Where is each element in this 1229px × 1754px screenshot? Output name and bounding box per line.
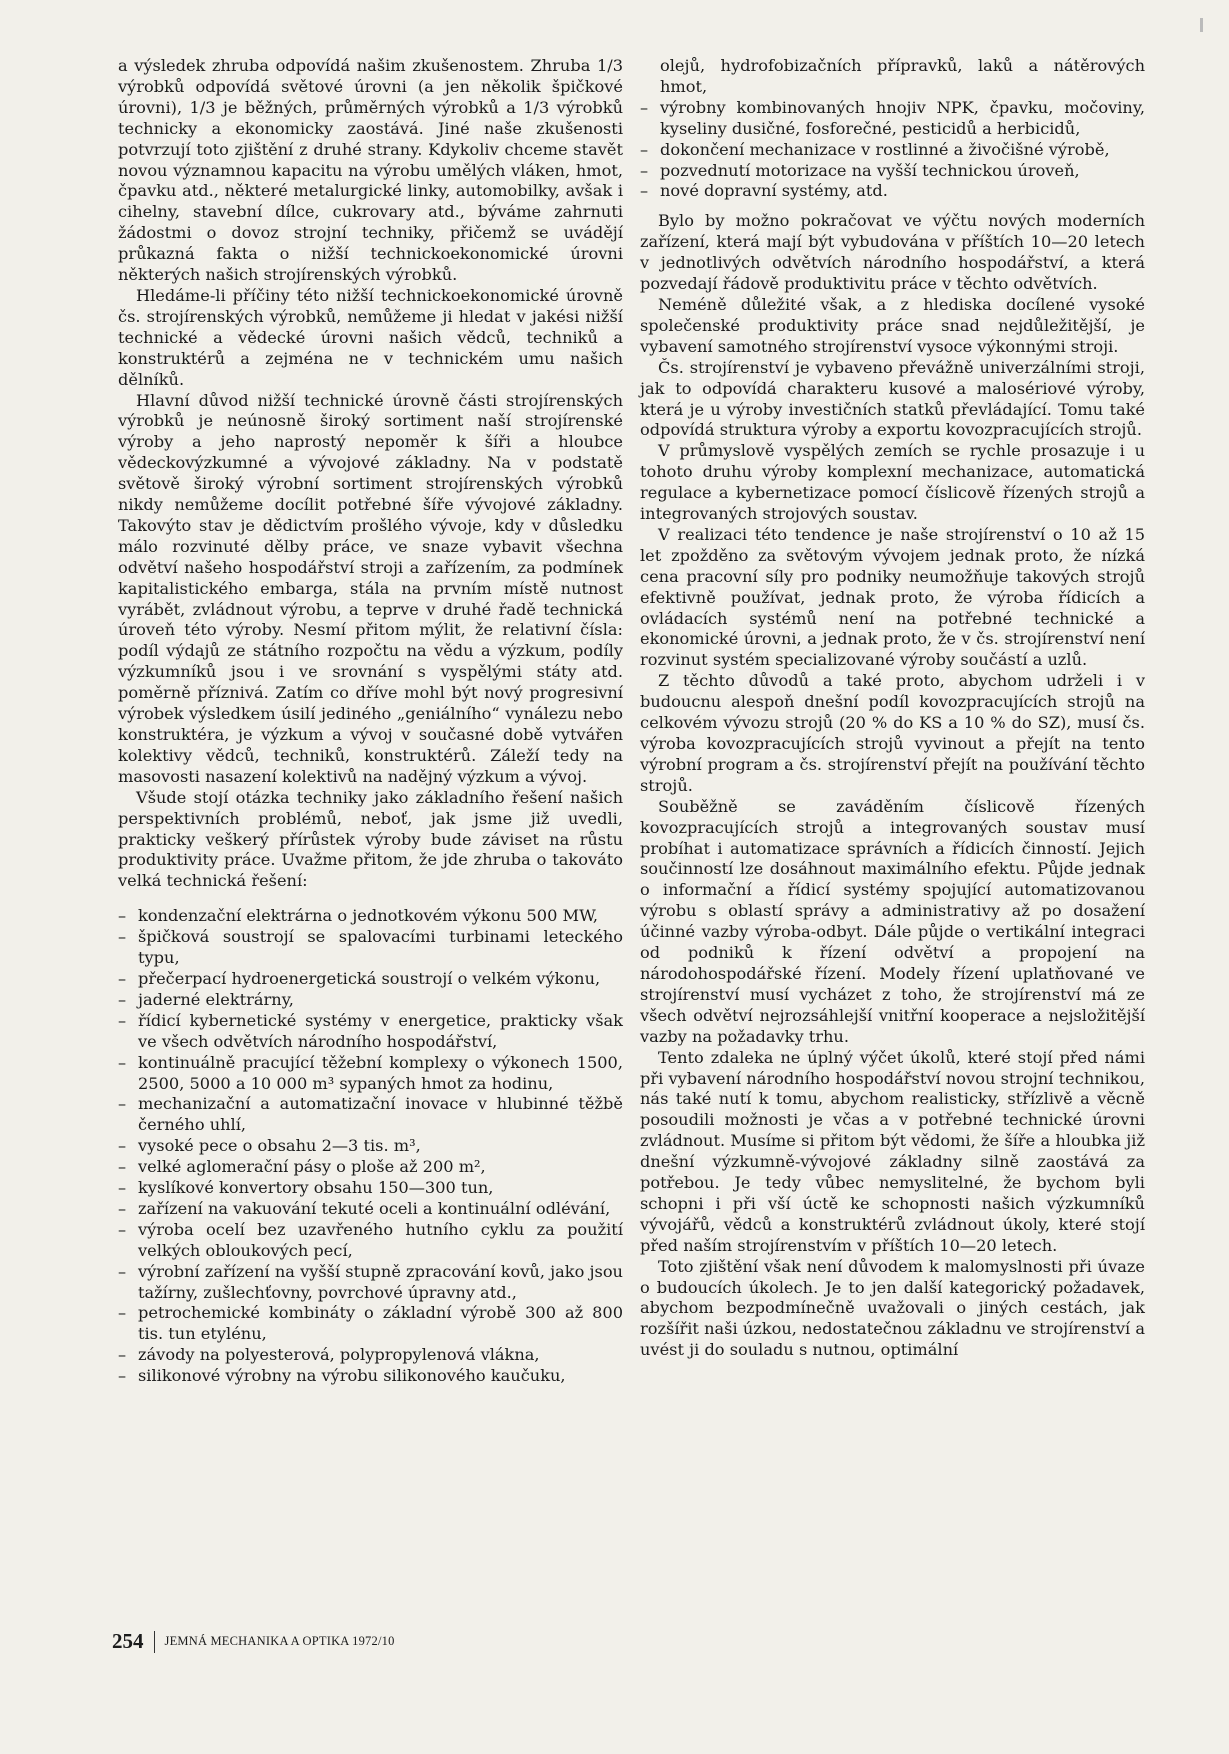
technical-solutions-list-continued (640, 98, 1145, 203)
list-item: – petrochemické kombináty o základní výrobě 300 až 800 tis. tun etylénu, (118, 1303, 623, 1345)
paragraph: Čs. strojírenství je vybaveno převážně univerzálními stroji, jak to odpovídá charakteru kusové a malosériové výroby, která je u výroby investičních statků převládající. Tomu také odpovídá struktura výroby a exportu kovozpracujících strojů. (640, 357, 1145, 440)
paragraph: a výsledek zhruba odpovídá našim zkušenostem. Zhruba 1/3 výrobků odpovídá světové úrovni (a jen několik špičkové úrovni), 1/3 je běžných, průměrných výrobků a 1/3 výrobků technicky a ekonomicky zaostává. Jiné naše zkušenosti potvrzují toto zjištění z druhé strany. Kdykoliv chceme stavět novou významnou kapacitu na výrobu umělých vláken, hmot, čpavku atd., některé metalurgické linky, automobilky, avšak i cihelny, stavební dílce, cukrovary atd., býváme zahrnuti žádostmi o dovoz strojní techniky, přičemž se uvádějí průkazná fakta o nižší technickoekonomické úrovni některých našich strojírenských výrobků. (118, 56, 623, 285)
paragraph: Z těchto důvodů a také proto, abychom udrželi i v budoucnu alespoň dnešní podíl kovozpracujících strojů na celkovém vývozu strojů (20 % do KS a 10 % do SZ), musí čs. výroba kovozpracujících strojů vyvinout a přejít na tento výrobní program a čs. strojírenství přejít na používání těchto strojů. (640, 671, 1145, 795)
paragraph: Hlavní důvod nižší technické úrovně části strojírenských výrobků je neúnosně široký sortiment naší strojírenské výroby a jeho naprostý nepoměr k šíři a hloubce vědeckovýzkumné a vývojové základny. Na v podstatě světově široký výrobní sortiment strojírenských výrobků nikdy nemůžeme docílit potřebné šíře vývojové základny. Takovýto stav je dědictvím prošlého vývoje, kdy v důsledku málo rozvinuté dělby práce, ve snaze vybavit všechna odvětví našeho hospodářství stroji a zařízením, za podmínek kapitalistického embarga, stála na prvním místě nutnost vyrábět, zvládnout výrobu, a teprve v druhé řadě technická úroveň této výroby. Nesmí přitom mýlit, že relativní čísla: podíl výdajů ze státního rozpočtu na vědu a výzkum, podíly výzkumníků jsou i ve srovnání s vyspělými státy atd. poměrně příznivá. Zatím co dříve mohl být nový progresivní výrobek výsledkem úsilí jediného „geniálního“ vynálezu nebo konstruktéra, je výzkum a vývoj v současné době vytvářen kolektivy vědců, techniků, konstruktérů. Záleží tedy na masovosti nasazení kolektivů na nadějný výzkum a vývoj. (118, 390, 623, 786)
list-item: – velké aglomerační pásy o ploše až 200 m², (118, 1157, 623, 1178)
list-item: – dokončení mechanizace v rostlinné a živočišné výrobě, (640, 140, 1145, 161)
list-item: – kontinuálně pracující těžební komplexy o výkonech 1500, 2500, 5000 a 10 000 m³ sypaných hmot za hodinu, (118, 1053, 623, 1095)
paragraph: Toto zjištění však není důvodem k malomyslnosti při úvaze o budoucích úkolech. Je to jen další kategorický požadavek, abychom bezpodmínečně uvažovali o jiných cestách, jak rozšířit naši úzkou, nedostatečnou základnu ve strojírenství a uvést ji do souladu s nutnou, optimální (640, 1256, 1145, 1360)
left-column (118, 56, 623, 1387)
list-item: – výrobní zařízení na vyšší stupně zpracování kovů, jako jsou tažírny, zušlechťovny, povrchové úpravny atd., (118, 1262, 623, 1304)
list-item: – závody na polyesterová, polypropylenová vlákna, (118, 1345, 623, 1366)
paragraph: Bylo by možno pokračovat ve výčtu nových moderních zařízení, která mají být vybudována v příštích 10—20 letech v jednotlivých odvětvích národního hospodářství, a která pozvedají řádově produktivitu práce v těchto odvětvích. (640, 211, 1145, 294)
list-item: – jaderné elektrárny, (118, 990, 623, 1011)
list-item: – nové dopravní systémy, atd. (640, 181, 1145, 202)
list-item: – pozvednutí motorizace na vyšší technickou úroveň, (640, 161, 1145, 182)
spacer (118, 892, 623, 906)
list-item: – kyslíkové konvertory obsahu 150—300 tun, (118, 1178, 623, 1199)
paragraph: Neméně důležité však, a z hlediska docílené vysoké společenské produktivity práce snad nejdůležitější, je vybavení samotného strojírenství vysoce výkonnými stroji. (640, 294, 1145, 356)
list-item: – řídicí kybernetické systémy v energetice, prakticky však ve všech odvětvích národního hospodářství, (118, 1011, 623, 1053)
list-item: – špičková soustrojí se spalovacími turbinami leteckého typu, (118, 927, 623, 969)
list-item: – zařízení na vakuování tekuté oceli a kontinuální odlévání, (118, 1199, 623, 1220)
footer-divider (154, 1631, 155, 1653)
page-footer (112, 1629, 395, 1654)
list-item: – vysoké pece o obsahu 2—3 tis. m³, (118, 1136, 623, 1157)
list-item: – silikonové výrobny na výrobu silikonového kaučuku, (118, 1366, 623, 1387)
page-number: 254 (112, 1629, 144, 1653)
list-continuation: olejů, hydrofobizačních přípravků, laků a nátěrových hmot, (660, 56, 1145, 96)
journal-title: JEMNÁ MECHANIKA A OPTIKA 1972/10 (164, 1634, 395, 1648)
paragraph: Hledáme-li příčiny této nižší technickoekonomické úrovně čs. strojírenských výrobků, nemůžeme ji hledat v jakési nižší technické a vědecké úrovni našich vědců, techniků a konstruktérů a zejména ne v technickém umu našich dělníků. (118, 285, 623, 389)
paragraph: Souběžně se zaváděním číslicově řízených kovozpracujících strojů a integrovaných soustav musí probíhat i automatizace správních a řídicích činností. Jejich součinností lze dosáhnout maximálního efektu. Půjde jednak o informační a řídicí systémy spojující automatizovanou výrobu s oblastí správy a administrativy až po dosažení účinné vazby výroba-odbyt. Dále půjde o vertikální integraci od podniků k řízení odvětví a propojení na národohospodářské řízení. Modely řízení uplatňované ve strojírenství musí vycházet z toho, že strojírenství má ze všech odvětví nejrozsáhlejší vnitřní kooperace a nejsložitější vazby na požadavky trhu. (640, 796, 1145, 1046)
paragraph: Tento zdaleka ne úplný výčet úkolů, které stojí před námi při vybavení národního hospodářství novou strojní technikou, nás také nutí k tomu, abychom realisticky, střízlivě a věcně posoudili možnosti je včas a v potřebné technické úrovni zvládnout. Musíme si přitom být vědomi, že šíře a hloubka již dnešní výzkumně-vývojové základny silně zaostává za potřebou. Je tedy vůbec nemyslitelné, že bychom byli schopni i při vší úctě ke schopnosti našich výzkumníků vývojářů, vědců a konstruktérů zvládnout úkoly, které stojí před naším strojírenstvím v příštích 10—20 letech. (640, 1047, 1145, 1255)
scan-mark (1200, 18, 1203, 32)
list-item: – výroba ocelí bez uzavřeného hutního cyklu za použití velkých obloukových pecí, (118, 1220, 623, 1262)
list-item: – výrobny kombinovaných hnojiv NPK, čpavku, močoviny, kyseliny dusičné, fosforečné, pesticidů a herbicidů, (640, 98, 1145, 140)
paragraph: V průmyslově vyspělých zemích se rychle prosazuje i u tohoto druhu výroby komplexní mechanizace, automatická regulace a kybernetizace pomocí číslicově řízených strojů a integrovaných strojových soustav. (640, 441, 1145, 524)
list-item: – kondenzační elektrárna o jednotkovém výkonu 500 MW, (118, 906, 623, 927)
list-item: – mechanizační a automatizační inovace v hlubinné těžbě černého uhlí, (118, 1094, 623, 1136)
right-column (640, 56, 1145, 1361)
spacer (640, 202, 1145, 211)
list-item: – přečerpací hydroenergetická soustrojí o velkém výkonu, (118, 969, 623, 990)
technical-solutions-list (118, 906, 623, 1387)
paragraph: Všude stojí otázka techniky jako základního řešení našich perspektivních problémů, neboť, jak jsme již uvedli, prakticky veškerý přírůstek výroby bude záviset na růstu produktivity práce. Uvažme přitom, že jde zhruba o takováto velká technická řešení: (118, 787, 623, 891)
paragraph: V realizaci této tendence je naše strojírenství o 10 až 15 let zpožděno za světovým vývojem jednak proto, že nízká cena pracovní síly pro podniky neumožňuje takových strojů efektivně používat, jednak proto, že výroba řídicích a ovládacích systémů není na potřebné technické a ekonomické úrovni, a jednak proto, že v čs. strojírenství není rozvinut systém specializované výroby součástí a uzlů. (640, 524, 1145, 670)
